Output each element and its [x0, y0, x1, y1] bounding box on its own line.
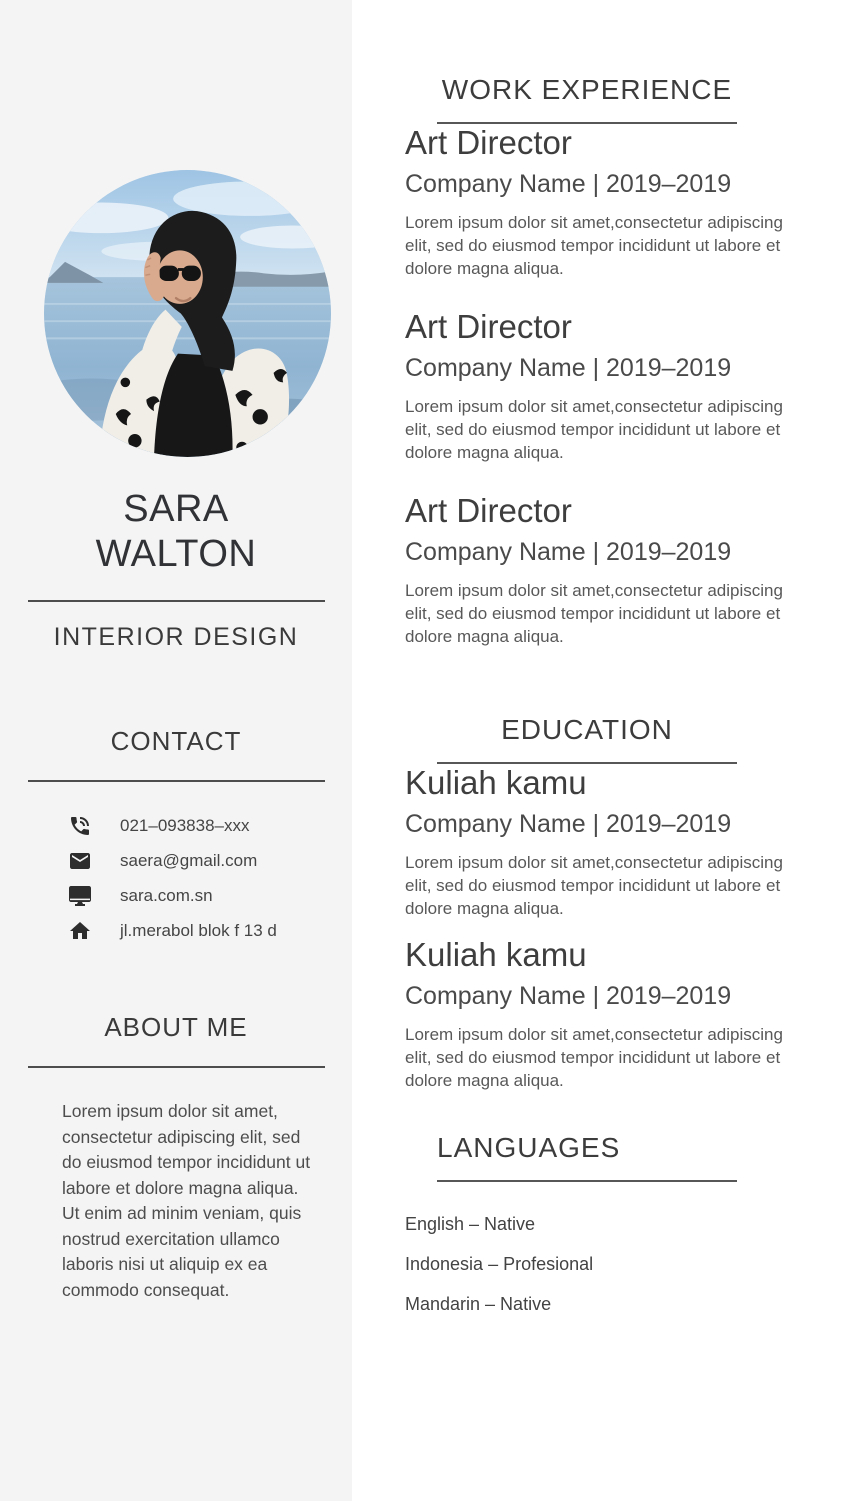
work-entry-title: Art Director	[405, 492, 572, 529]
work-entry-meta: Company Name | 2019–2019	[405, 538, 732, 566]
profile-photo-illustration	[44, 170, 331, 457]
work-entry-title: Art Director	[405, 124, 572, 161]
home-icon	[68, 919, 92, 943]
name-line-1: SARA	[123, 488, 229, 530]
education-entry	[405, 936, 808, 1092]
education-entry-title: Kuliah kamu	[405, 764, 587, 801]
work-entry-meta: Company Name | 2019–2019	[405, 354, 732, 382]
contact-item-address	[68, 919, 352, 942]
profile-photo	[44, 170, 331, 457]
education-entry	[405, 764, 808, 920]
education-entry-title: Kuliah kamu	[405, 936, 587, 973]
work-entry-meta: Company Name | 2019–2019	[405, 170, 732, 198]
phone-number: 021–093838–xxx	[120, 815, 250, 835]
contact-heading: CONTACT	[110, 726, 242, 756]
contact-list	[68, 814, 352, 942]
education-entry-meta: Company Name | 2019–2019	[405, 810, 732, 838]
work-entry	[405, 308, 808, 464]
about-heading: ABOUT ME	[104, 1012, 248, 1042]
languages-section	[405, 1132, 808, 1314]
work-entry-description: Lorem ipsum dolor sit amet,consectetur adipiscing elit, sed do eiusmod tempor incididunt ut labore et dolore magna aliqua.	[405, 213, 783, 278]
language-item: Mandarin – Native	[405, 1294, 552, 1314]
contact-item-phone	[68, 814, 352, 837]
about-divider	[28, 1066, 325, 1068]
work-entry-title: Art Director	[405, 308, 572, 345]
education-section	[405, 714, 808, 1092]
website-icon	[68, 884, 92, 908]
education-entry-description: Lorem ipsum dolor sit amet,consectetur adipiscing elit, sed do eiusmod tempor incididunt ut labore et dolore magna aliqua.	[405, 1025, 783, 1090]
contact-item-website	[68, 884, 352, 907]
about-text: Lorem ipsum dolor sit amet, consectetur adipiscing elit, sed do eiusmod tempor incididunt ut labore et dolore magna aliqua. Ut enim ad minim veniam, quis nostrud exercitation ullamco laboris nisi ut aliquip ex ea commodo consequat.	[62, 1101, 311, 1300]
sidebar	[0, 0, 352, 1501]
education-entry-meta: Company Name | 2019–2019	[405, 982, 732, 1010]
work-experience-section	[405, 74, 808, 648]
name-divider	[28, 600, 325, 602]
education-header	[437, 714, 737, 764]
work-entry	[405, 124, 808, 280]
work-experience-heading: WORK EXPERIENCE	[441, 74, 733, 105]
languages-divider	[437, 1180, 737, 1182]
phone-icon	[68, 814, 92, 838]
languages-heading: LANGUAGES	[437, 1132, 621, 1163]
address-text: jl.merabol blok f 13 d	[120, 920, 277, 940]
main-column	[352, 0, 844, 1501]
education-heading: EDUCATION	[501, 714, 673, 745]
work-entry	[405, 492, 808, 648]
name-line-2: WALTON	[95, 533, 257, 575]
contact-item-email	[68, 849, 352, 872]
work-experience-header	[437, 74, 737, 124]
website-url: sara.com.sn	[120, 885, 213, 905]
language-item: Indonesia – Profesional	[405, 1254, 594, 1274]
person-name	[0, 487, 352, 577]
contact-divider	[28, 780, 325, 782]
email-address: saera@gmail.com	[120, 850, 258, 870]
work-entry-description: Lorem ipsum dolor sit amet,consectetur adipiscing elit, sed do eiusmod tempor incididunt ut labore et dolore magna aliqua.	[405, 397, 783, 462]
education-entry-description: Lorem ipsum dolor sit amet,consectetur adipiscing elit, sed do eiusmod tempor incididunt ut labore et dolore magna aliqua.	[405, 853, 783, 918]
email-icon	[68, 849, 92, 873]
languages-header	[437, 1132, 737, 1182]
language-item: English – Native	[405, 1214, 536, 1234]
languages-list	[405, 1215, 808, 1314]
job-title: INTERIOR DESIGN	[53, 623, 299, 651]
work-entry-description: Lorem ipsum dolor sit amet,consectetur adipiscing elit, sed do eiusmod tempor incididunt ut labore et dolore magna aliqua.	[405, 581, 783, 646]
